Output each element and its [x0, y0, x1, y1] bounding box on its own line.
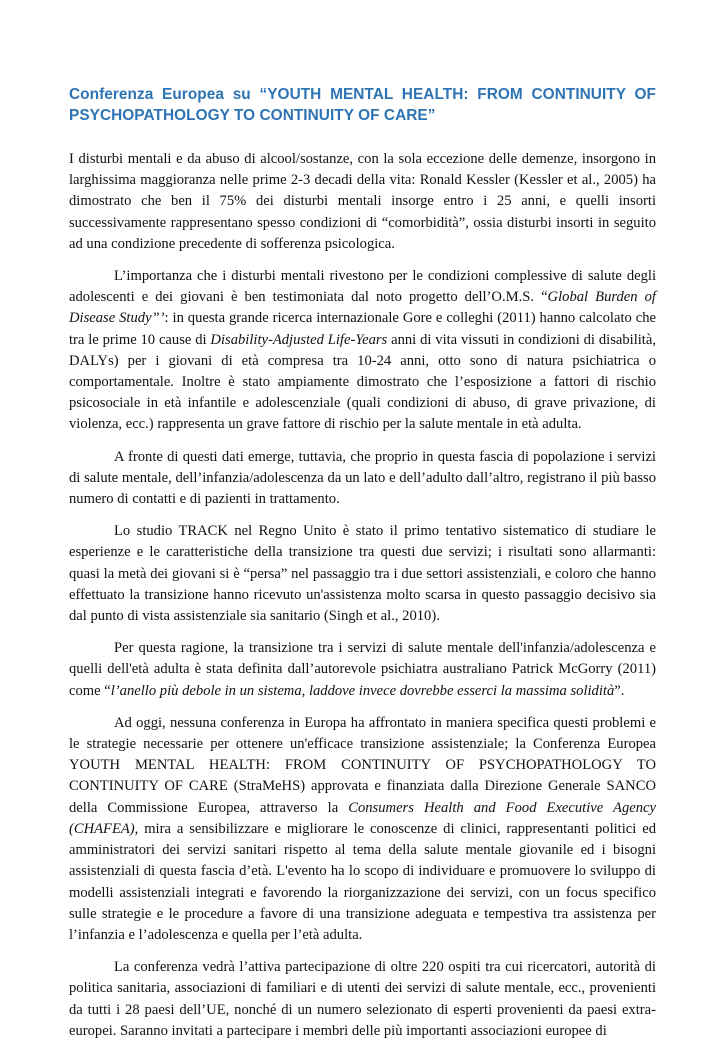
- paragraph-5-text-c: ”.: [614, 682, 625, 699]
- paragraph-2-italic-gbd: Global Burden of Disease Study”’: [69, 289, 656, 327]
- paragraph-6-text-a: Ad oggi, nessuna conferenza in Europa ha affrontato in maniera specifica questi problemi e le strategie necessarie per ottenere un'efficace transizione assistenziale; la Conferenza Europea YOUTH MENTAL HEALTH: FROM CONTINUITY OF PSYCHOPATHOLOGY TO CONTINUITY OF CARE (StraMeHS) approvata e finanziata dalla Direzione Generale SANCO della Commissione Europea, attraverso la: [69, 714, 656, 816]
- paragraph-1: I disturbi mentali e da abuso di alcool/sostanze, con la sola eccezione delle demenze, insorgono in larghissima maggioranza nelle prime 2-3 decadi della vita: Ronald Kessler (Kessler et al., 2005) ha dimostrato che ben il 75% dei disturbi mentali insorge entro i 25 anni, e quelli insorti successivamente rappresentano spesso condizioni di “comorbidità”, ossia disturbi insorti in seguito ad una condizione precedente di sofferenza psicologica.: [69, 151, 656, 252]
- paragraph-2: [69, 266, 656, 436]
- paragraph-2-text-a: L’importanza che i disturbi mentali rivestono per le condizioni complessive di salute degli adolescenti e dei giovani è ben testimoniata dal noto progetto dell’O.M.S. “: [69, 268, 656, 306]
- paragraph-6: [69, 713, 656, 946]
- paragraph-3: A fronte di questi dati emerge, tuttavia, che proprio in questa fascia di popolazione i servizi di salute mentale, dell’infanzia/adolescenza da un lato e dell’adulto dall’altro, registrano il più basso numero di contatti e di pazienti in trattamento.: [69, 448, 656, 508]
- paragraph-7: La conferenza vedrà l’attiva partecipazione di oltre 220 ospiti tra cui ricercatori, autorità di politica sanitaria, associazioni di familiari e di utenti dei servizi di salute mentale, ecc., provenienti da tutti i 28 paesi dell’UE, nonché di un numero selezionato di esperti provenienti da paesi extra-europei. Saranno invitati a partecipare i membri delle più importanti associazioni europee di: [69, 959, 656, 1039]
- paragraph-5: [69, 638, 656, 702]
- paragraph-2-italic-daly: Disability-Adjusted Life-Years: [210, 331, 388, 348]
- document-title: Conferenza Europea su “YOUTH MENTAL HEALTH: FROM CONTINUITY OF PSYCHOPATHOLOGY TO CONTINUITY OF CARE”: [69, 86, 656, 124]
- paragraph-5-text-a: Per questa ragione, la transizione tra i servizi di salute mentale dell'infanzia/adolescenza e quelli dell'età adulta è stata definita dall’autorevole psichiatra australiano Patrick McGorry (2011) come “: [69, 640, 656, 699]
- paragraph-6-italic-chafea: Consumers Health and Food Executive Agency (CHAFEA): [69, 799, 656, 837]
- paragraph-5-italic-quote: l’anello più debole in un sistema, laddove invece dovrebbe esserci la massima solidità: [110, 682, 615, 699]
- paragraph-2-text-e: anni di vita vissuti in condizioni di disabilità, DALYs) per i giovani di età compresa tra 10-24 anni, otto sono di natura psichiatrica o comportamentale. Inoltre è stato ampiamente dimostrato che l’esposizione a fattori di rischio psicosociale in età infantile e adolescenziale (quali condizioni di abuso, di grave privazione, di violenza, ecc.) rappresenta un grave fattore di rischio per la salute mentale in età adulta.: [69, 331, 656, 433]
- paragraph-4: Lo studio TRACK nel Regno Unito è stato il primo tentativo sistematico di studiare le esperienze e le caratteristiche della transizione tra questi due servizi; i risultati sono allarmanti: quasi la metà dei giovani si è “persa” nel passaggio tra i due settori assistenziali, e coloro che hanno effettuato la transizione hanno ricevuto un'assistenza molto scarsa in questo passaggio decisivo sia dal punto di vista assistenziale sia sanitario (Singh et al., 2010).: [69, 523, 656, 625]
- paragraph-6-text-c: , mira a sensibilizzare e migliorare le conoscenze di clinici, rappresentanti politici ed amministratori dei servizi sanitari rispetto al tema della salute mentale giovanile ed i bisogni assistenziali di questa fascia d’età. L'evento ha lo scopo di individuare e promuovere lo sviluppo di modelli assistenziali integrati e favorendo la riorganizzazione dei servizi, con un focus specifico sulle strategie e le procedure a favore di una transizione adeguata e tempestiva tra assistenza per l’infanzia e l’adolescenza e quella per l’età adulta.: [69, 820, 656, 943]
- paragraph-2-text-c: : in questa grande ricerca internazionale Gore e colleghi (2011) hanno calcolato che tra le prime 10 cause di: [69, 310, 656, 348]
